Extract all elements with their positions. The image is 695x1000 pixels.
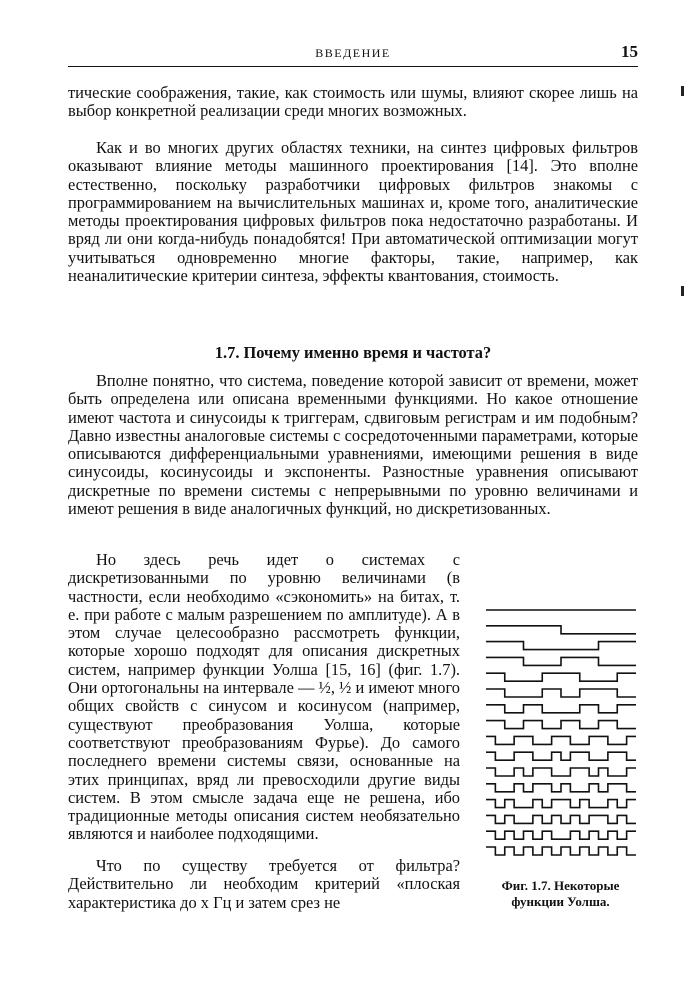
walsh-function-trace — [486, 815, 636, 823]
margin-mark — [681, 86, 684, 96]
page-header — [68, 44, 638, 66]
walsh-function-trace — [486, 689, 636, 697]
walsh-function-trace — [486, 752, 636, 760]
walsh-function-trace — [486, 800, 636, 808]
figure-caption: Фиг. 1.7. Некоторые функции Уолша. — [501, 878, 620, 909]
paragraph-time-functions: Вполне понятно, что система, поведение которой зависит от времени, может быть определена или описана временными функциями. Но какое отношение имеют частота и синусоиды к триггерам, сдвиговым регистрам и им подобным? Давно известны аналоговые системы с сосредоточенными параметрами, которые описываются дифференциальными уравнениями, имеющими решения в виде синусоиды, косинусоиды и экспоненты. Разностные уравнения описывают дискретные по времени системы с непрерывными по уровню величинами и имеют решения в виде аналогичных функций, но дискретизованных. — [68, 371, 638, 519]
margin-mark — [681, 286, 684, 296]
walsh-function-trace — [486, 831, 636, 839]
walsh-function-trace — [486, 736, 636, 744]
walsh-function-trace — [486, 642, 636, 650]
walsh-function-trace — [486, 673, 636, 681]
figure-walsh-functions — [478, 604, 643, 910]
paragraph-filter-requirements: Что по существу требуется от фильтра? Действительно ли необходим критерий «плоская характеристика до x Гц и затем срез не — [68, 856, 460, 912]
walsh-function-trace — [486, 657, 636, 665]
walsh-function-trace — [486, 626, 636, 634]
walsh-function-trace — [486, 784, 636, 792]
page-number: 15 — [621, 42, 638, 61]
header-rule — [68, 66, 638, 67]
paragraph-continued: тические соображения, такие, как стоимость или шумы, влияют скорее лишь на выбор конкретной реализации среди многих возможных. — [68, 83, 638, 121]
walsh-functions-plot — [478, 604, 643, 862]
paragraph-walsh-text: Но здесь речь идет о системах с дискретизованными по уровню величинами (в частности, если необходимо «сэкономить» на битах, т. е. при работе с малым разрешением по амплитуде). А в этом случае целесообразно рассмотреть функции, которые хорошо подходят для описания дискретных систем, например функции Уолша [15, 16] (фиг. 1.7). Они ортогональны на интервале — ½, ½ и имеют много общих свойств с синусом и косинусом (например, существуют преобразования Уолша, которые соответствуют преобразованиям Фурье). До самого последнего времени системы связи, основанные на этих принципах, вряд ли превосходили другие виды систем. В этом смысле задача еще не решена, ибо традиционные методы описания систем необязательно являются и наиболее подходящими. — [68, 551, 638, 849]
walsh-function-trace — [486, 721, 636, 729]
section-heading: 1.7. Почему именно время и частота? — [214, 343, 492, 362]
paragraph-machine-design: Как и во многих других областях техники, на синтез цифровых фильтров оказывают влияние методы машинного проектирования [14]. Это вполне естественно, поскольку разработчики цифровых фильтров знакомы с программированием на вычислительных машинах и, кроме того, аналитические методы проектирования цифровых фильтров пока недостаточно разработаны. И вряд ли они когда-нибудь понадобятся! При автоматической оптимизации могут учитываться одновременно многие факторы, такие, например, как неаналитические критерии синтеза, эффекты квантования, стоимость. — [68, 138, 638, 286]
walsh-function-trace — [486, 705, 636, 713]
walsh-function-trace — [486, 768, 636, 776]
walsh-function-trace — [486, 847, 636, 855]
running-head: ВВЕДЕНИЕ — [315, 46, 391, 60]
